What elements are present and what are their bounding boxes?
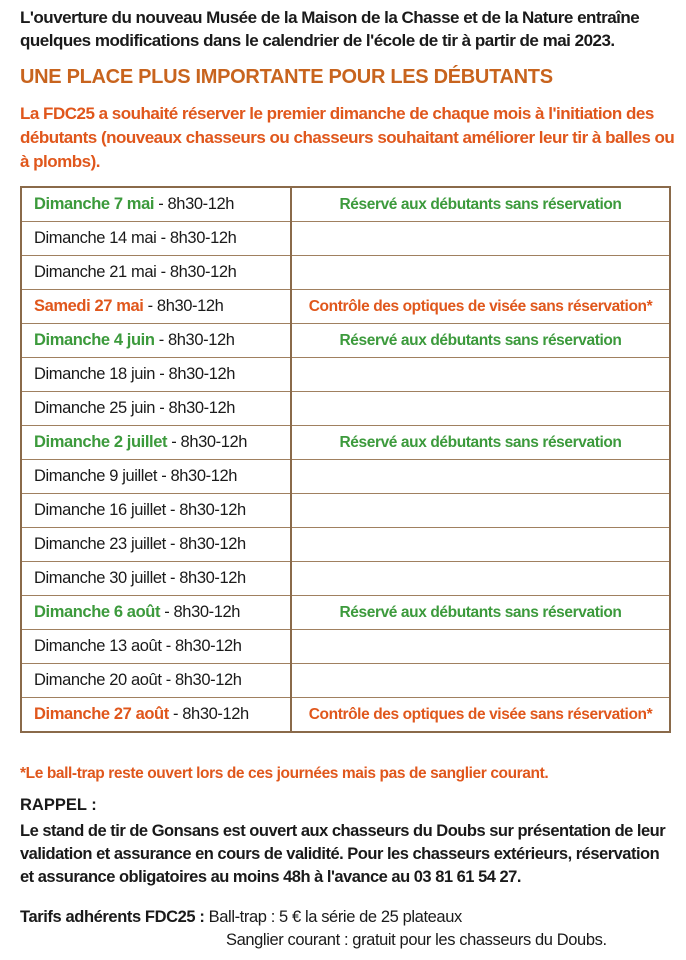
schedule-row: [21, 528, 670, 562]
schedule-note: [291, 256, 670, 290]
schedule-date-cell: [21, 528, 291, 562]
schedule-day: Dimanche 4 juin: [34, 331, 155, 349]
schedule-row: [21, 222, 670, 256]
schedule-note: [291, 460, 670, 494]
tarifs-line-1: [20, 906, 675, 929]
schedule-note: Contrôle des optiques de visée sans réservation*: [291, 698, 670, 733]
schedule-hours: - 8h30-12h: [156, 229, 237, 247]
schedule-row: [21, 426, 670, 460]
schedule-day: Dimanche 2 juillet: [34, 433, 168, 451]
schedule-hours: - 8h30-12h: [154, 331, 235, 349]
schedule-day: Dimanche 20 août: [34, 671, 162, 689]
tarifs-label: Tarifs adhérents FDC25 :: [20, 908, 205, 926]
schedule-date-cell: [21, 426, 291, 460]
schedule-date-cell: [21, 630, 291, 664]
schedule-row: [21, 187, 670, 222]
section-subtitle: UNE PLACE PLUS IMPORTANTE POUR LES DÉBUTANTS: [20, 66, 553, 88]
schedule-note: [291, 528, 670, 562]
rappel-text: Le stand de tir de Gonsans est ouvert aux chasseurs du Doubs sur présentation de leur validation et assurance en cours de validité. Pour les chasseurs extérieurs, réservation et assurance obligatoires au moins 48h à l'avance au 03 81 61 54 27.: [20, 822, 666, 886]
schedule-table: [20, 186, 671, 733]
schedule-note: [291, 630, 670, 664]
schedule-row: [21, 630, 670, 664]
schedule-date-cell: [21, 698, 291, 733]
schedule-note: Contrôle des optiques de visée sans réservation*: [291, 290, 670, 324]
schedule-day: Dimanche 30 juillet: [34, 569, 166, 587]
schedule-day: Dimanche 21 mai: [34, 263, 157, 281]
schedule-date-cell: [21, 290, 291, 324]
schedule-date-cell: [21, 187, 291, 222]
schedule-date-cell: [21, 460, 291, 494]
schedule-day: Dimanche 9 juillet: [34, 467, 158, 485]
rappel-title: RAPPEL :: [20, 796, 97, 814]
footnote: *Le ball-trap reste ouvert lors de ces journées mais pas de sanglier courant.: [20, 765, 549, 782]
schedule-date-cell: [21, 392, 291, 426]
schedule-hours: - 8h30-12h: [143, 297, 224, 315]
schedule-day: Dimanche 25 juin: [34, 399, 156, 417]
schedule-row: [21, 494, 670, 528]
schedule-date-cell: [21, 494, 291, 528]
schedule-note: Réservé aux débutants sans réservation: [291, 596, 670, 630]
schedule-body: [21, 187, 670, 732]
schedule-row: [21, 324, 670, 358]
schedule-row: [21, 290, 670, 324]
schedule-hours: - 8h30-12h: [157, 467, 238, 485]
tarifs-ball-trap: Ball-trap : 5 € la série de 25 plateaux: [204, 908, 462, 926]
schedule-hours: - 8h30-12h: [161, 637, 242, 655]
schedule-hours: - 8h30-12h: [154, 195, 235, 213]
schedule-note: [291, 358, 670, 392]
schedule-row: [21, 664, 670, 698]
schedule-date-cell: [21, 324, 291, 358]
schedule-date-cell: [21, 256, 291, 290]
schedule-date-cell: [21, 222, 291, 256]
schedule-hours: - 8h30-12h: [165, 501, 246, 519]
schedule-hours: - 8h30-12h: [160, 603, 241, 621]
schedule-date-cell: [21, 596, 291, 630]
schedule-day: Dimanche 23 juillet: [34, 535, 166, 553]
schedule-row: [21, 392, 670, 426]
schedule-day: Dimanche 6 août: [34, 603, 161, 621]
schedule-note: [291, 222, 670, 256]
lead-text: La FDC25 a souhaité réserver le premier dimanche de chaque mois à l'initiation des débutants (nouveaux chasseurs ou chasseurs souhaitant améliorer leur tir à balles ou à plombs).: [20, 104, 675, 171]
schedule-hours: - 8h30-12h: [156, 263, 237, 281]
schedule-row: [21, 698, 670, 733]
schedule-note: Réservé aux débutants sans réservation: [291, 324, 670, 358]
schedule-day: Dimanche 13 août: [34, 637, 162, 655]
schedule-note: [291, 664, 670, 698]
schedule-hours: - 8h30-12h: [165, 569, 246, 587]
schedule-note: [291, 562, 670, 596]
schedule-date-cell: [21, 358, 291, 392]
schedule-date-cell: [21, 664, 291, 698]
schedule-row: [21, 596, 670, 630]
intro-text: L'ouverture du nouveau Musée de la Maison de la Chasse et de la Nature entraîne quelques modifications dans le calendrier de l'école de tir à partir de mai 2023.: [20, 8, 640, 50]
schedule-day: Samedi 27 mai: [34, 297, 144, 315]
tarifs-block: [20, 906, 675, 952]
schedule-hours: - 8h30-12h: [161, 671, 242, 689]
schedule-note: [291, 392, 670, 426]
schedule-day: Dimanche 7 mai: [34, 195, 155, 213]
schedule-hours: - 8h30-12h: [167, 433, 248, 451]
schedule-date-cell: [21, 562, 291, 596]
schedule-day: Dimanche 18 juin: [34, 365, 156, 383]
schedule-row: [21, 562, 670, 596]
schedule-note: Réservé aux débutants sans réservation: [291, 426, 670, 460]
schedule-row: [21, 256, 670, 290]
schedule-row: [21, 358, 670, 392]
schedule-day: Dimanche 14 mai: [34, 229, 157, 247]
tarifs-sanglier: Sanglier courant : gratuit pour les chasseurs du Doubs.: [226, 931, 607, 949]
schedule-note: [291, 494, 670, 528]
schedule-hours: - 8h30-12h: [155, 365, 236, 383]
schedule-note: Réservé aux débutants sans réservation: [291, 187, 670, 222]
schedule-row: [21, 460, 670, 494]
schedule-hours: - 8h30-12h: [155, 399, 236, 417]
schedule-day: Dimanche 27 août: [34, 705, 169, 723]
schedule-hours: - 8h30-12h: [168, 705, 249, 723]
schedule-day: Dimanche 16 juillet: [34, 501, 166, 519]
schedule-hours: - 8h30-12h: [165, 535, 246, 553]
